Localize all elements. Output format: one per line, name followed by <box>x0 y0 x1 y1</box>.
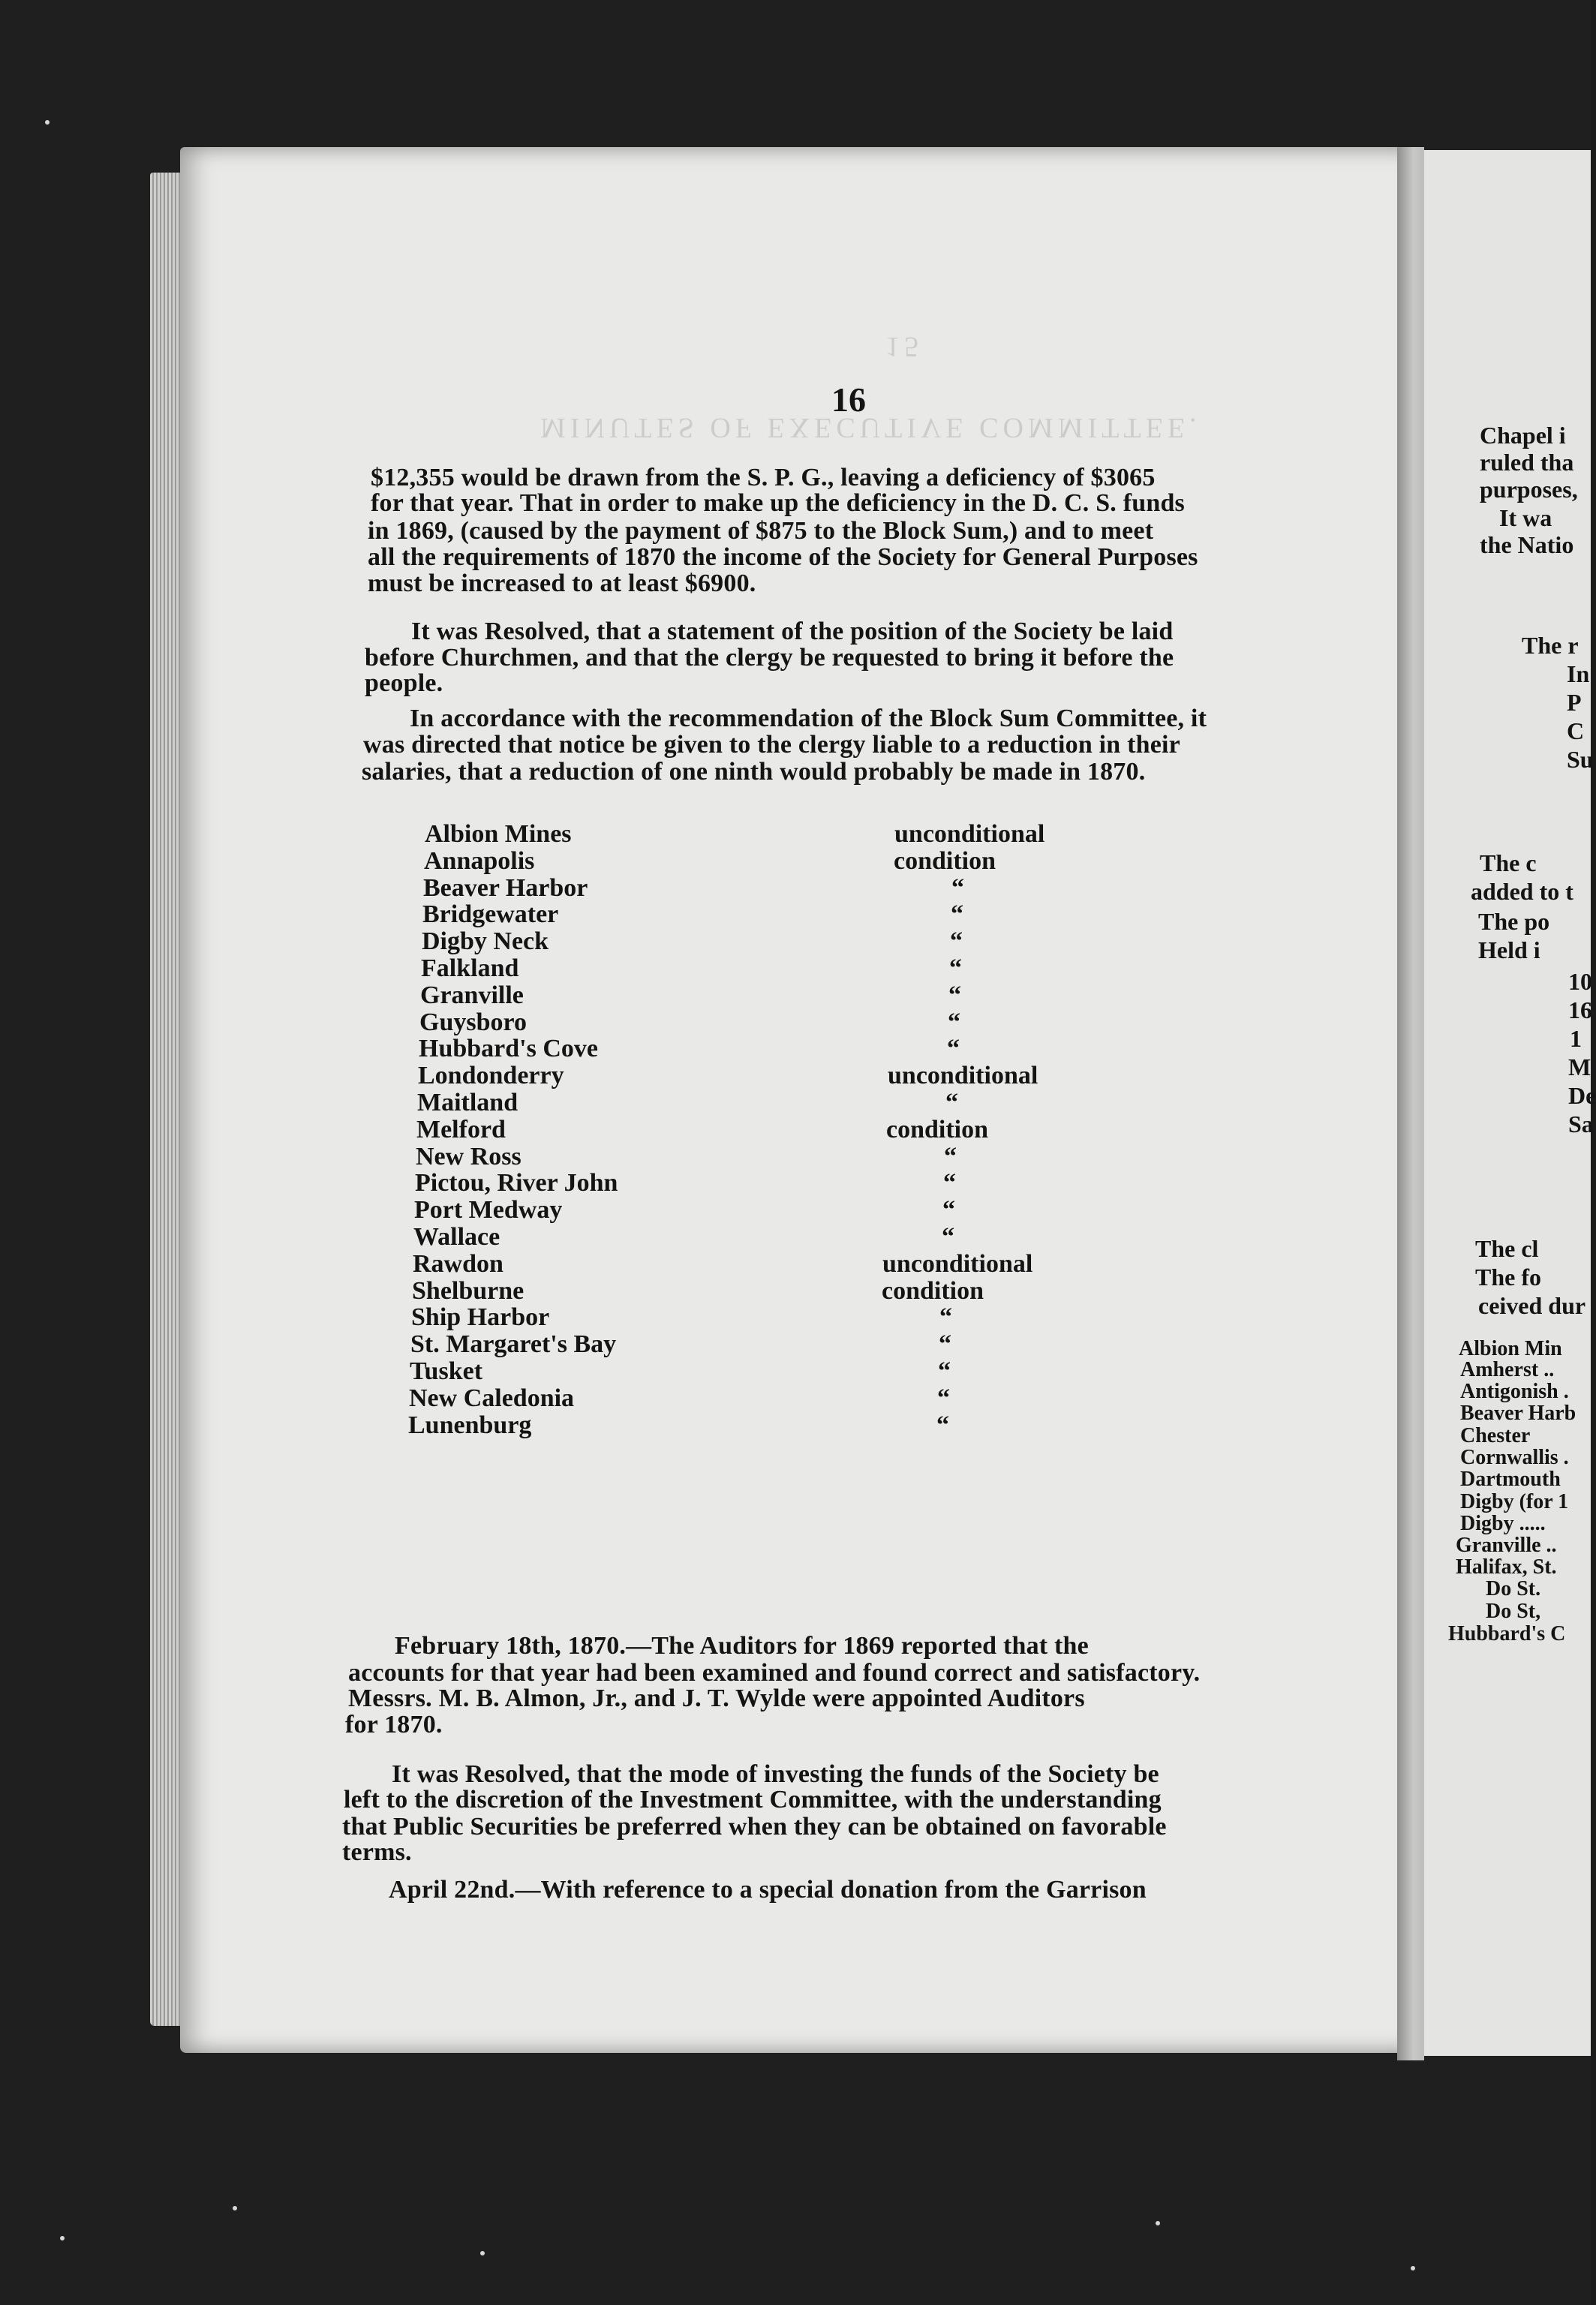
grant-place: Melford <box>416 1116 506 1143</box>
page-number: 16 <box>831 380 866 419</box>
grant-place: Maitland <box>417 1089 518 1116</box>
paragraph-line: for 1870. <box>345 1711 443 1739</box>
paragraph-line: for that year. That in order to make up the deficiency in the D. C. S. funds <box>371 489 1185 517</box>
dust-speck <box>60 2236 65 2240</box>
grant-condition: “ <box>942 1223 954 1251</box>
dust-speck <box>1156 2221 1160 2225</box>
right-page-list-item: Albion Min <box>1459 1337 1562 1360</box>
paragraph-line: February 18th, 1870.—The Auditors for 1869 reported that the <box>395 1632 1089 1660</box>
right-page-line: P <box>1567 689 1582 716</box>
paragraph-line: It was Resolved, that a statement of the position of the Society be laid <box>411 618 1174 645</box>
grant-condition: “ <box>943 1169 956 1197</box>
right-page-list-item: Antigonish . <box>1460 1380 1569 1403</box>
grant-place: Guysboro <box>419 1008 527 1036</box>
grant-place: Bridgewater <box>422 900 559 928</box>
grant-place: Lunenburg <box>408 1411 532 1439</box>
dust-speck <box>45 120 50 125</box>
grant-place: Pictou, River John <box>415 1169 618 1197</box>
grant-place: Port Medway <box>414 1196 563 1224</box>
right-page-line: Su <box>1567 746 1594 773</box>
paragraph-line: before Churchmen, and that the clergy be requested to bring it before the <box>365 644 1174 672</box>
grant-place: Granville <box>420 981 524 1009</box>
right-page-line: The c <box>1480 849 1537 876</box>
right-page-list-item: Cornwallis . <box>1460 1446 1569 1469</box>
right-page-line: added to t <box>1471 878 1573 905</box>
right-page-line: 10 <box>1568 968 1592 995</box>
right-page-list-item: Granville .. <box>1456 1534 1557 1557</box>
right-page-list-item: Hubbard's C <box>1448 1622 1566 1645</box>
grant-place: Rawdon <box>413 1250 503 1278</box>
grant-condition: “ <box>944 1143 957 1171</box>
grant-condition: unconditional <box>882 1250 1033 1278</box>
right-page-list-item: Halifax, St. <box>1456 1555 1557 1579</box>
grant-condition: condition <box>886 1116 989 1143</box>
grant-condition: “ <box>936 1411 949 1439</box>
right-page-line: C <box>1567 717 1585 744</box>
right-page-list-item: Dartmouth <box>1460 1468 1561 1491</box>
paragraph-line: In accordance with the recommendation of the Block Sum Committee, it <box>410 705 1207 732</box>
paragraph-line: that Public Securities be preferred when they can be obtained on favorable <box>342 1813 1167 1841</box>
right-page-line: M <box>1568 1053 1591 1080</box>
paragraph-line: April 22nd.—With reference to a special donation from the Garrison <box>389 1876 1147 1904</box>
right-page-list-item: Do St. <box>1486 1577 1541 1600</box>
paragraph-line: was directed that notice be given to the clergy liable to a reduction in their <box>363 731 1180 759</box>
right-page-list-item: Amherst .. <box>1460 1358 1555 1381</box>
grant-place: New Ross <box>416 1143 521 1171</box>
grant-place: Ship Harbor <box>411 1303 550 1331</box>
grant-condition: condition <box>894 847 996 875</box>
right-page-line: ruled tha <box>1480 449 1574 476</box>
right-page-line: In <box>1567 660 1590 687</box>
grant-place: Tusket <box>410 1357 483 1385</box>
right-page-list-item: Chester <box>1460 1424 1531 1447</box>
right-page-line: The fo <box>1475 1264 1541 1291</box>
right-page-line: Held i <box>1478 936 1540 963</box>
dust-speck <box>1411 2266 1415 2270</box>
right-page-list-item: Beaver Harb <box>1460 1402 1576 1425</box>
paragraph-line: It was Resolved, that the mode of investing the funds of the Society be <box>392 1760 1159 1788</box>
book-gutter <box>1397 147 1424 2060</box>
bleed-through-running-head: MINUTES OF EXECUTIVE COMMITTEE. <box>540 412 1201 443</box>
dust-speck <box>233 2206 237 2210</box>
right-page-line: the Natio <box>1480 531 1574 558</box>
right-page-line: ceived dur <box>1478 1292 1586 1319</box>
paragraph-line: accounts for that year had been examined and found correct and satisfactory. <box>348 1659 1201 1687</box>
paragraph-line: terms. <box>342 1838 412 1866</box>
paragraph-line: people. <box>365 669 443 697</box>
grant-condition: “ <box>951 874 964 902</box>
grant-place: Wallace <box>413 1223 500 1251</box>
right-page-line: 1 <box>1570 1025 1582 1052</box>
right-page-list-item: Do St, <box>1486 1600 1541 1623</box>
grant-condition: “ <box>947 1035 960 1062</box>
grant-place: Beaver Harbor <box>423 874 588 902</box>
dust-speck <box>480 2251 485 2255</box>
paragraph-line: left to the discretion of the Investment Committee, with the understanding <box>344 1786 1162 1814</box>
paragraph-line: salaries, that a reduction of one ninth would probably be made in 1870. <box>362 758 1146 786</box>
paragraph-line: all the requirements of 1870 the income of the Society for General Purposes <box>368 543 1198 571</box>
grant-condition: “ <box>938 1357 951 1385</box>
right-page-line: Sa <box>1568 1110 1594 1137</box>
grant-place: Annapolis <box>424 847 535 875</box>
right-page-line: 16 <box>1568 996 1592 1023</box>
grant-place: Shelburne <box>412 1277 524 1305</box>
paragraph-line: Messrs. M. B. Almon, Jr., and J. T. Wylde were appointed Auditors <box>348 1684 1085 1712</box>
grant-place: New Caledonia <box>409 1384 575 1412</box>
grant-place: Londonderry <box>418 1062 564 1089</box>
bleed-through-page-number: 15 <box>885 331 923 362</box>
right-page-line: purposes, <box>1480 476 1578 503</box>
grant-place: Digby Neck <box>422 927 549 955</box>
right-page-line: The r <box>1522 632 1579 659</box>
grant-condition: “ <box>937 1384 950 1412</box>
grant-condition: unconditional <box>888 1062 1038 1089</box>
right-page-line: The cl <box>1475 1235 1539 1262</box>
grant-condition: “ <box>950 927 963 955</box>
grant-condition: “ <box>949 954 962 982</box>
right-page-list-item: Digby (for 1 <box>1460 1490 1569 1513</box>
grant-condition: unconditional <box>894 820 1045 848</box>
grant-condition: “ <box>942 1196 955 1224</box>
right-page-list-item: Digby ..... <box>1460 1512 1546 1535</box>
grant-place: St. Margaret's Bay <box>410 1330 617 1358</box>
grant-place: Falkland <box>421 954 519 982</box>
grant-condition: condition <box>882 1277 984 1305</box>
grant-place: Hubbard's Cove <box>419 1035 598 1062</box>
right-page-line: De <box>1568 1082 1596 1109</box>
right-page-line: It wa <box>1499 504 1552 531</box>
right-page-line: Chapel i <box>1480 422 1566 449</box>
right-page-line: The po <box>1478 908 1550 935</box>
paragraph-line: in 1869, (caused by the payment of $875 to the Block Sum,) and to meet <box>368 517 1154 545</box>
grant-place: Albion Mines <box>425 820 572 848</box>
paragraph-line: must be increased to at least $6900. <box>368 569 756 597</box>
paragraph-line: $12,355 would be drawn from the S. P. G., leaving a deficiency of $3065 <box>371 464 1156 491</box>
grant-condition: “ <box>948 1008 960 1036</box>
grant-condition: “ <box>945 1089 958 1116</box>
grant-condition: “ <box>939 1330 951 1358</box>
grant-condition: “ <box>948 981 961 1009</box>
grant-condition: “ <box>951 900 963 928</box>
grant-condition: “ <box>939 1303 952 1331</box>
